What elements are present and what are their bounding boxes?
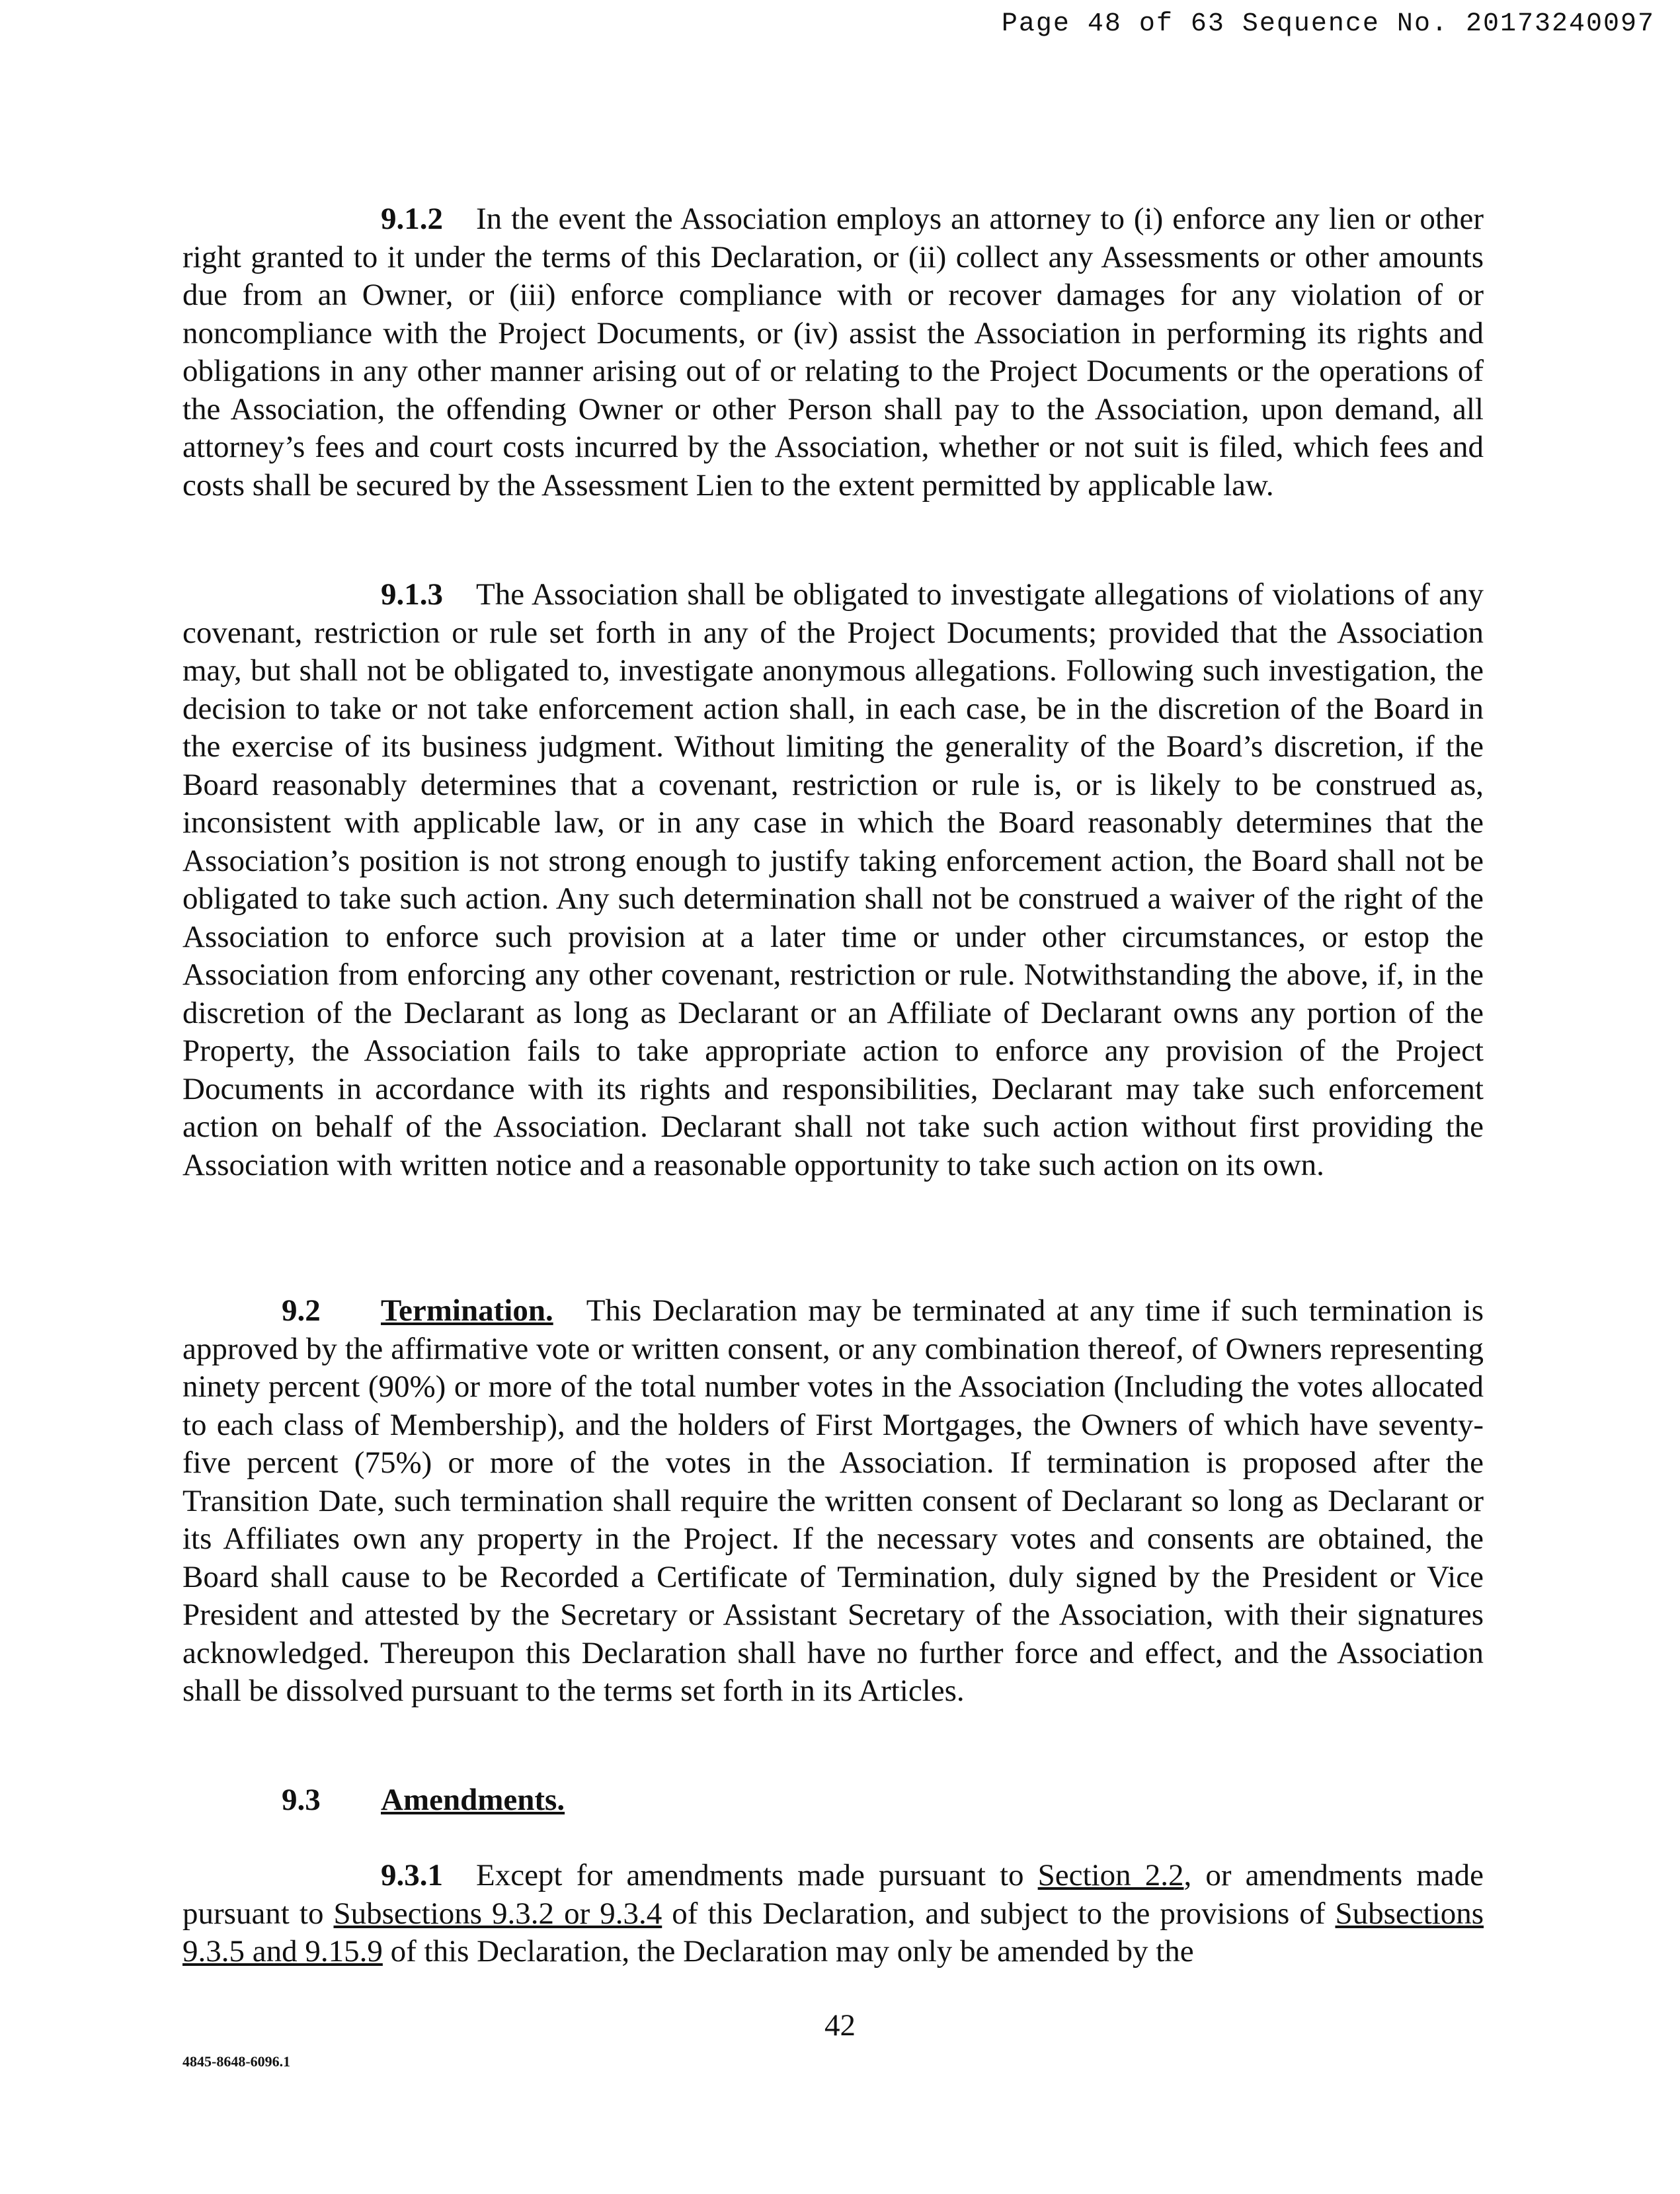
page-number: 42 — [824, 2008, 856, 2043]
reference-subsections-9-3-5-9-15-9: Subsections 9.3.5 and 9.15.9 — [182, 1896, 1484, 1969]
paragraph-9-3-1 — [182, 1857, 1484, 1971]
paragraph-number: 9.1.3 — [381, 577, 443, 612]
paragraph-text-d: of this Declaration, the Declaration may only be amended by the — [390, 1934, 1194, 1969]
section-heading-termination: Termination. — [381, 1293, 553, 1328]
paragraph-9-1-2 — [182, 200, 1484, 505]
section-heading-amendments: Amendments. — [381, 1783, 565, 1817]
paragraph-9-1-3 — [182, 576, 1484, 1184]
paragraph-text-a: Except for amendments made pursuant to — [476, 1858, 1024, 1892]
page-sequence-stamp: Page 48 of 63 Sequence No. 20173240097 — [1001, 9, 1655, 39]
paragraph-9-2 — [182, 1292, 1484, 1711]
paragraph-number: 9.3.1 — [381, 1858, 443, 1892]
section-number: 9.2 — [282, 1293, 321, 1328]
section-number: 9.3 — [282, 1783, 321, 1817]
paragraph-text: The Association shall be obligated to investigate allegations of violations of any covenant, restriction or rule set forth in any of the Project Documents; provided that the Association may, but shall not be obligated to, investigate anonymous allegations. Following such investigation, the decision to take or not take enforcement action shall, in each case, be in the discretion of the Board in the exercise of its business judgment. Without limiting the generality of the Board’s discretion, if the Board reasonably determines that a covenant, restriction or rule is, or is likely to be construed as, inconsistent with applicable law, or in any case in which the Board reasonably determines that the Association’s position is not strong enough to justify taking enforcement action, the Board shall not be obligated to take such action. Any such determination shall not be construed a waiver of the right of the Association to enforce such provision at a later time or under other circumstances, or estop the Association from enforcing any other covenant, restriction or rule. Notwithstanding the above, if, in the discretion of the Declarant as long as Declarant or an Affiliate of Declarant owns any portion of the Property, the Association fails to take appropriate action to enforce any provision of the Project Documents in accordance with its rights and responsibilities, Declarant may take such enforcement action on behalf of the Association. Declarant shall not take such action without first providing the Association with written notice and a reasonable opportunity to take such action on its own. — [182, 577, 1484, 1182]
reference-section-2-2: Section 2.2 — [1037, 1858, 1184, 1892]
reference-subsections-9-3-2-9-3-4: Subsections 9.3.2 or 9.3.4 — [333, 1896, 662, 1931]
paragraph-text-b: , or amendments made pursuant to — [182, 1858, 1484, 1931]
paragraph-text: This Declaration may be terminated at any time if such termination is approved by the affirmative vote or written consent, or any combination thereof, of Owners representing ninety percent (90%) or more of the total number votes in the Association (Including the votes allocated to each class of Membership), and the holders of First Mortgages, the Owners of which have seventy-five percent (75%) or more of the votes in the Association. If termination is proposed after the Transition Date, such termination shall require the written consent of Declarant so long as Declarant or its Affiliates own any property in the Project. If the necessary votes and consents are obtained, the Board shall cause to be Recorded a Certificate of Termination, duly signed by the President or Vice President and attested by the Secretary or Assistant Secretary of the Association, with their signatures acknowledged. Thereupon this Declaration shall have no further force and effect, and the Association shall be dissolved pursuant to the terms set forth in its Articles. — [182, 1293, 1484, 1708]
section-9-3-heading — [282, 1781, 565, 1820]
document-id: 4845-8648-6096.1 — [182, 2053, 291, 2070]
paragraph-text-c: of this Declaration, and subject to the provisions of — [672, 1896, 1326, 1931]
paragraph-number: 9.1.2 — [381, 202, 443, 236]
paragraph-text: In the event the Association employs an attorney to (i) enforce any lien or other right granted to it under the terms of this Declaration, or (ii) collect any Assessments or other amounts due from an Owner, or (iii) enforce compliance with or recover damages for any violation of or noncompliance with the Project Documents, or (iv) assist the Association in performing its rights and obligations in any other manner arising out of or relating to the Project Documents or the operations of the Association, the offending Owner or other Person shall pay to the Association, upon demand, all attorney’s fees and court costs incurred by the Association, whether or not suit is filed, which fees and costs shall be secured by the Assessment Lien to the extent permitted by applicable law. — [182, 202, 1484, 503]
